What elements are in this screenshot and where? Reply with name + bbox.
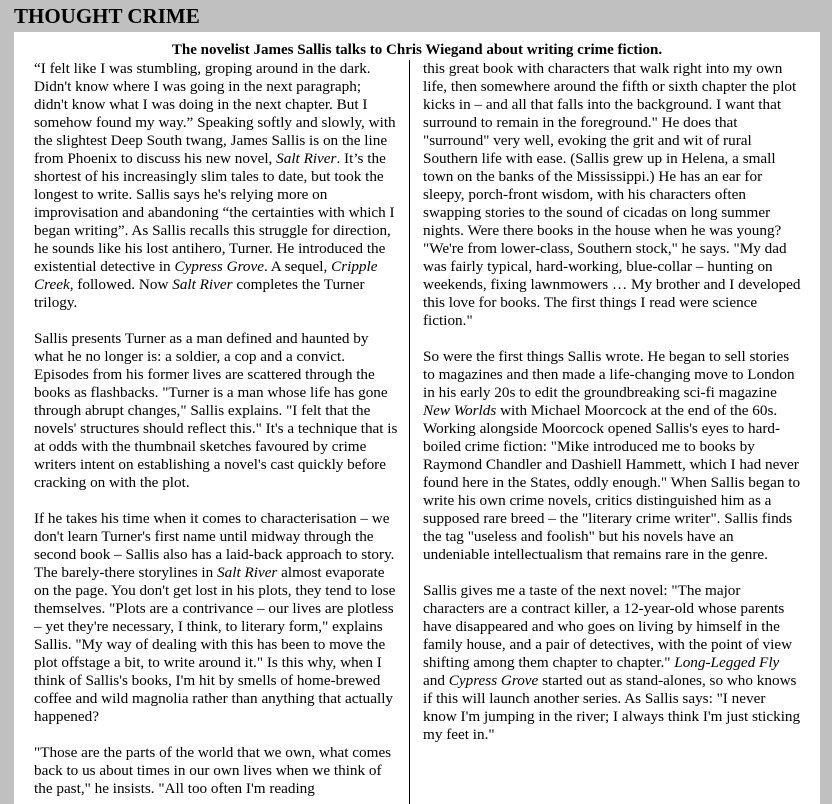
italic-title: Salt River	[217, 564, 278, 581]
italic-title: Long-Legged Fly	[674, 654, 780, 671]
italic-title: Salt River	[276, 150, 337, 167]
article-column-left	[34, 60, 398, 804]
paragraph	[34, 330, 398, 492]
text-run: this great book with characters that walk right into my own life, then somewhere around the fifth or sixth chapter the plot kicks in – and all that falls into the background. I want that surround to remain in the foreground." He does that "surround" very well, evoking the grit and wit of rural Southern life with ease. (Sallis grew up in Helena, a small town on the banks of the Mississippi.) He has an ear for sleepy, porch-front wisdom, with his characters often swapping stories to the sound of cicadas on long summer nights. Were there books in the house when he was young? "We're from lower-class, Southern stock," he says. "My dad was fairly typical, hard-working, blue-collar – hunting on weekends, fixing lawnmowers … My brother and I developed this love for books. The first things I read were science fiction."	[423, 60, 801, 329]
paragraph	[423, 348, 801, 564]
paragraph	[423, 60, 801, 330]
text-run: "Those are the parts of the world that we own, what comes back to us about times in our own lives when we think of the past," he insists. "All too often I'm reading	[34, 744, 392, 797]
column-divider	[409, 60, 410, 804]
text-run: “I felt like I was stumbling, groping around in the dark. Didn't know where I was going in the next paragraph; didn't know what I was doing in the next chapter. But I somehow found my way.” Speaking softly and slowly, with the slightest Deep South twang, James Sallis is on the line from Phoenix to discuss his new novel,	[34, 60, 396, 167]
paragraph	[423, 582, 801, 744]
article-column-right	[423, 60, 801, 762]
text-run: Sallis presents Turner as a man defined and haunted by what he no longer is: a soldier, a cop and a convict. Episodes from his former lives are scattered through the books as flashbacks. "Turner is a man whose life has gone through abrupt changes," Sallis explains. "I felt that the novels' structures should reflect this." It's a technique that is at odds with the thumbnail sketches favoured by crime writers intent on establishing a novel's cast quickly before cracking on with the plot.	[34, 330, 398, 491]
text-run: , followed. Now	[69, 276, 173, 293]
text-run: and	[423, 672, 449, 689]
text-run: started out as stand-alones, so who knows if this will launch another series. As Sallis says: "I never know I'm jumping in the river; I always think I'm just sticking my feet in."	[423, 672, 801, 743]
text-run: . A sequel,	[264, 258, 332, 275]
italic-title: Cypress Grove	[448, 672, 539, 689]
italic-title: Salt River	[172, 276, 233, 293]
text-run: If he takes his time when it comes to characterisation – we don't learn Turner's first name until midway through the second book – Sallis also has a laid-back approach to story. The barely-there storylines in	[34, 510, 395, 581]
article-frame	[6, 6, 826, 804]
text-run: with Michael Moorcock at the end of the 60s. Working alongside Moorcock opened Sallis's eyes to hard-boiled crime fiction: "Mike introduced me to books by Raymond Chandler and Dashiell Hammett, which I had never found here in the States, oddly enough." When Sallis began to write his own crime novels, critics distinguished him as a supposed rare breed – the "literary crime writer". Sallis finds the tag "useless and foolish" but his novels have an undeniable intellectualism that remains rare in the genre.	[423, 402, 801, 563]
section-header: THOUGHT CRIME	[14, 4, 200, 28]
article-panel	[14, 32, 820, 804]
paragraph	[34, 510, 398, 726]
paragraph	[34, 60, 398, 312]
italic-title: New Worlds	[423, 402, 497, 419]
text-run: So were the first things Sallis wrote. He began to sell stories to magazines and then made a life-changing move to London in his early 20s to edit the groundbreaking sci-fi magazine	[423, 348, 795, 401]
text-run: . It’s the shortest of his increasingly slim tales to date, but took the longest to write. Sallis says he's relying more on improvisation and abandoning “the certainties with which I began writing”. As Sallis recalls this struggle for direction, he sounds like his lost antihero, Turner. He introduced the existential detective in	[34, 150, 395, 275]
italic-title: Cypress Grove	[174, 258, 264, 275]
text-run: Sallis gives me a taste of the next novel: "The major characters are a contract killer, a 12-year-old whose parents have disappeared and who goes on living by himself in the family house, and a pair of detectives, with the point of view shifting among them chapter to chapter."	[423, 582, 793, 671]
article-subtitle: The novelist James Sallis talks to Chris Wiegand about writing crime fiction.	[171, 42, 663, 58]
text-run: completes the Turner trilogy.	[34, 276, 365, 311]
paragraph	[34, 744, 398, 798]
text-run: almost evaporate on the page. You don't get lost in his plots, they tend to lose themselves. "Plots are a contrivance – our lives are plotless – yet they're necessary, I think, to literary form," explains Sallis. "My way of dealing with this has been to move the plot offstage a bit, to write around it." Is this why, when I think of Sallis's books, I'm hit by smells of home-brewed coffee and wild magnolia rather than anything that actually happened?	[34, 564, 396, 725]
italic-title: Cripple Creek	[34, 258, 378, 293]
